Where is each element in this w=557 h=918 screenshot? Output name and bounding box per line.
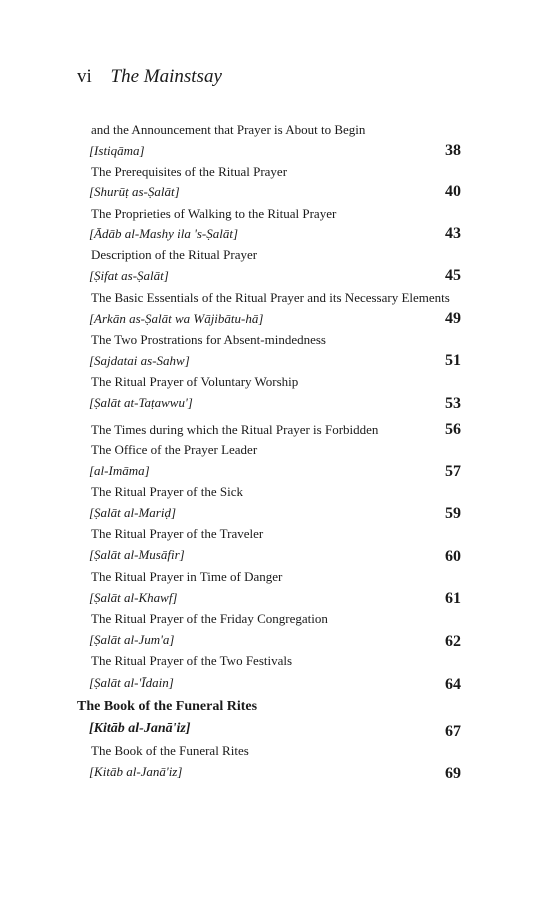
toc-entry-title: The Ritual Prayer of the Sick: [91, 484, 243, 499]
toc-page-number: 69: [445, 765, 461, 782]
toc-entry-subtitle: [Arkān as-Ṣalāt wa Wājibātu-hā]: [89, 311, 264, 326]
toc-page-number: 43: [445, 225, 461, 242]
section-subtitle: [Kitāb al-Janā'iz]: [89, 721, 191, 736]
toc-entry-title: The Times during which the Ritual Prayer is Forbidden: [91, 422, 379, 437]
toc-entry-subtitle: [Shurūṭ as-Ṣalāt]: [89, 184, 180, 199]
toc-entry-subtitle: [Ṣalāt al-Musāfir]: [89, 547, 185, 562]
toc-entry-title: The Ritual Prayer of Voluntary Worship: [91, 374, 299, 389]
toc-entry-title: and the Announcement that Prayer is About to Begin: [91, 122, 366, 137]
toc-entry-title: Description of the Ritual Prayer: [91, 247, 258, 262]
toc-page-number: 61: [445, 590, 461, 607]
toc-entry-subtitle: [Istiqāma]: [89, 143, 145, 158]
toc-entry-title: The Ritual Prayer of the Friday Congregation: [91, 611, 328, 626]
toc-entry-title: The Two Prostrations for Absent-mindedness: [91, 332, 326, 347]
toc-entry-title: The Basic Essentials of the Ritual Prayer and its Necessary Elements: [91, 290, 450, 305]
toc-entry-subtitle: [Sajdatai as-Sahw]: [89, 353, 190, 368]
toc-page-number: 64: [445, 676, 461, 693]
toc-page-number: 51: [445, 352, 461, 369]
toc-entry-subtitle: [al-Imāma]: [89, 463, 150, 478]
toc-entry-title: The Prerequisites of the Ritual Prayer: [91, 164, 288, 179]
toc-page-number: 56: [445, 421, 461, 438]
toc-page-number: 45: [445, 267, 461, 284]
toc-entry-subtitle: [Ṣifat as-Ṣalāt]: [89, 268, 169, 283]
toc-page-number: 67: [445, 723, 461, 740]
toc-entry-title: The Office of the Prayer Leader: [91, 442, 258, 457]
toc-entry-subtitle: [Ṣalāt al-Jum'a]: [89, 632, 175, 647]
toc-page-number: 57: [445, 463, 461, 480]
toc-page-number: 62: [445, 633, 461, 650]
toc-entry-title: The Book of the Funeral Rites: [91, 743, 249, 758]
book-title: The Mainstsay: [110, 66, 222, 87]
toc-page-number: 38: [445, 142, 461, 159]
toc-page-number: 53: [445, 395, 461, 412]
toc-entry-subtitle: [Ṣalāt al-'Īdain]: [89, 675, 174, 690]
toc-entry-title: The Ritual Prayer in Time of Danger: [91, 569, 283, 584]
toc-entry-subtitle: [Ādāb al-Mashy ila 's-Ṣalāt]: [89, 226, 239, 241]
toc-page-number: 49: [445, 310, 461, 327]
toc-entry-title: The Ritual Prayer of the Traveler: [91, 526, 264, 541]
toc-page-number: 40: [445, 183, 461, 200]
section-heading: The Book of the Funeral Rites: [77, 699, 258, 714]
toc-page-number: 60: [445, 548, 461, 565]
toc-entry-subtitle: [Kitāb al-Janā'iz]: [89, 764, 183, 779]
toc-entry-subtitle: [Ṣalāt al-Mariḍ]: [89, 505, 177, 520]
page-number: vi: [77, 66, 92, 87]
toc-entry-subtitle: [Ṣalāt at-Taṭawwu']: [89, 395, 193, 410]
toc-page-number: 59: [445, 505, 461, 522]
toc-entry-title: The Ritual Prayer of the Two Festivals: [91, 653, 293, 668]
toc-entry-subtitle: [Ṣalāt al-Khawf]: [89, 590, 178, 605]
toc-entry-title: The Proprieties of Walking to the Ritual Prayer: [91, 206, 337, 221]
